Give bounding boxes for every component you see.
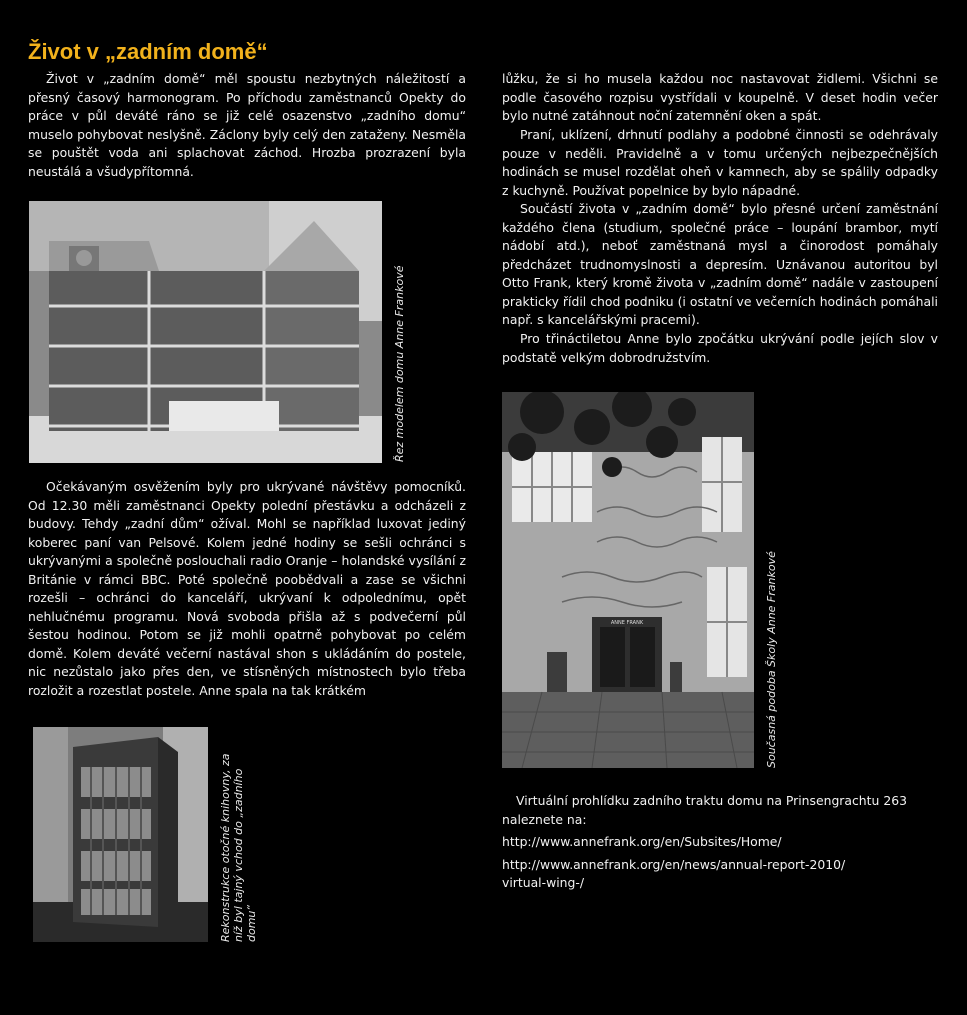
page-title: Život v „zadním domě“	[28, 39, 268, 64]
virtual-tour-block	[502, 792, 942, 893]
lunch-paragraph: Očekávaným osvěžením byly pro ukrývané návštěvy pomocníků. Od 12.30 měli zaměstnanci Opekty polední přestávku a odcházeli z budovy. Tehdy „zadní dům“ ožíval. Mohl se například luxovat jediný koberec paní van Pelsové. Kolem jedné hodiny se sešli ochránci s ukrývanými a společně poslouchali radio Oranje – holandské vysílání z Británie v rámci BBC. Poté společně poobědvali a zase se všichni rozešli – ochránci do kanceláří, ukrývaní k odpolednímu, opět nehlučnému programu. Nová svoboda přišla až s podvečerní půl šestou hodinou. Potom se již mohli opatrně pohybovat po celém domě. Kolem deváté večerní nastával shon s ukládáním do postele, nic nezůstalo jako přes den, ve stísněných místnostech bylo třeba rozložit a rozestlat postele. Anne spala na tak krátkém	[28, 479, 466, 698]
school-photo	[502, 392, 754, 768]
model-caption: Řez modelem domu Anne Frankové	[393, 265, 406, 462]
bookcase-caption-line1: Rekonstrukce otočné knihovny, za	[219, 753, 232, 942]
virtual-tour-link-wing-line2[interactable]: virtual-wing-/	[502, 875, 585, 890]
virtual-tour-link-wing[interactable]	[502, 856, 942, 893]
bookcase-photo	[33, 727, 208, 942]
virtual-tour-link-home[interactable]: http://www.annefrank.org/en/Subsites/Home/	[502, 834, 782, 849]
adventure-paragraph: Pro třináctiletou Anne bylo zpočátku ukrývání podle jejích slov v podstatě velkým dobrodružstvím.	[502, 331, 938, 365]
house-model-photo	[29, 201, 382, 463]
duties-paragraph: Součástí života v „zadním domě“ bylo přesné určení zaměstnání každého člena (studium, společné práce – loupání brambor, mytí nádobí atd.), neboť zaměstnaná mysl a činorodost pomáhaly předcházet trudnomyslnosti a depresím. Uznávanou autoritou byl Otto Frank, který kromě života v „zadním domě“ nadále v zastoupení prakticky řídil chod podniku (i ostatní ve večerních hodinách pomáhali např. s kancelářskými pracemi).	[502, 201, 938, 327]
bookcase-caption-line2: níž byl tajný vchod do „zadního	[232, 768, 245, 942]
school-caption: Současná podoba Školy Anne Frankové	[765, 551, 778, 768]
right-paragraph-continued: lůžku, že si ho musela každou noc nastavovat židlemi. Všichni se podle časového rozpisu vystřídali v koupelně. V deset hodin večer bylo nutné zatáhnout noční zatemnění oken a spát.	[502, 71, 938, 123]
bookcase-caption	[219, 753, 258, 942]
virtual-tour-intro: Virtuální prohlídku zadního traktu domu na Prinsengrachtu 263 naleznete na:	[502, 793, 907, 827]
intro-paragraph: Život v „zadním domě“ měl spoustu nezbytných náležitostí a přesný časový harmonogram. Po příchodu zaměstnanců Opekty do práce v půl deváté ráno se již celé osazenstvo „zadního domu“ muselo pohybovat neslyšně. Záclony byly celý den zataženy. Nesměla se pouštět voda ani splachovat záchod. Hrozba prozrazení byla neustálá a všudypřítomná.	[28, 71, 466, 179]
school-door-sign: ANNE FRANK	[610, 620, 644, 626]
virtual-tour-link-wing-line1[interactable]: http://www.annefrank.org/en/news/annual-report-2010/	[502, 856, 846, 872]
chores-paragraph: Praní, uklízení, drhnutí podlahy a podobné činnosti se odehrávaly pouze v neděli. Pravidelně a v tomu určených nejbezpečnějších hodinách se musel rozdělat oheň v kamnech, aby se spálily odpadky z kuchyně. Používat popelnice by bylo nápadné.	[502, 127, 938, 198]
bookcase-caption-line3: domu“	[245, 904, 258, 942]
